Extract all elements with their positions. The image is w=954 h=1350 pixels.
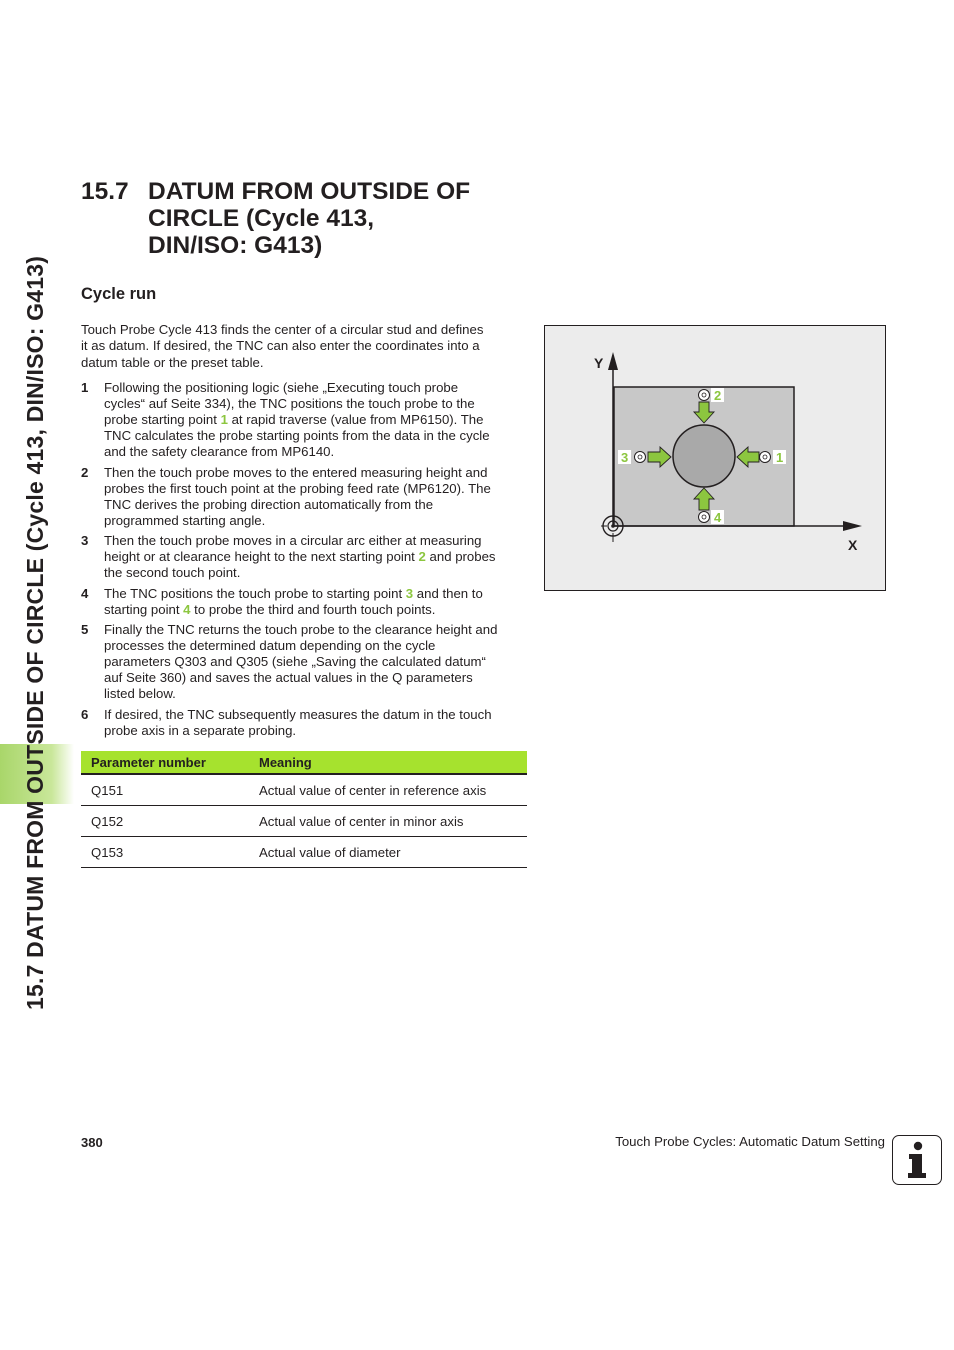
info-glyph: [893, 1136, 940, 1183]
point-label: 3: [621, 450, 629, 465]
step-item: [81, 707, 526, 739]
table-cell: Q152: [81, 806, 249, 837]
circular-stud: [673, 425, 735, 487]
step-item: [81, 380, 526, 460]
table-cell: Q153: [81, 837, 249, 868]
step-line: cycles“ auf Seite 334), the TNC positions the touch probe to the: [104, 396, 475, 411]
y-axis-label: Y: [594, 355, 604, 371]
intro-line: it as datum. If desired, the TNC can also enter the coordinates into a: [81, 338, 480, 354]
step-line: listed below.: [104, 686, 176, 702]
intro-paragraph: [81, 322, 526, 371]
step-number: 2: [81, 464, 89, 480]
step-line: Following the positioning logic (siehe „Executing touch probe: [104, 380, 459, 395]
point-reference: 4: [183, 601, 191, 617]
step-line: programmed starting angle.: [104, 512, 266, 528]
step-text: at rapid traverse (value from MP6150). The: [227, 412, 484, 427]
probe-point-icon: [635, 452, 646, 463]
table-cell: Actual value of center in minor axis: [249, 806, 527, 837]
step-text: and probes: [425, 549, 496, 565]
step-line: and the safety clearance from MP6140.: [104, 444, 335, 459]
parameter-table: [81, 751, 527, 868]
chapter-title: Touch Probe Cycles: Automatic Datum Setting: [615, 1134, 885, 1149]
x-axis-arrow-icon: [843, 521, 862, 531]
table-cell: Actual value of diameter: [249, 837, 527, 868]
table-row: [81, 774, 527, 806]
step-line: [104, 412, 526, 428]
intro-line: Touch Probe Cycle 413 finds the center of a circular stud and defines: [81, 322, 484, 337]
point-reference: 3: [405, 585, 414, 601]
table-cell: Actual value of center in reference axis: [249, 774, 527, 806]
point-reference: 1: [220, 412, 228, 427]
probe-point-icon: [699, 512, 710, 523]
step-line: [104, 549, 526, 565]
step-item: [81, 586, 526, 618]
step-text: The TNC positions the touch probe to starting point: [104, 585, 406, 601]
intro-line: datum table or the preset table.: [81, 354, 264, 370]
table-header-cell: Meaning: [249, 751, 527, 774]
step-line: [104, 602, 526, 618]
y-axis-arrow-icon: [608, 352, 618, 370]
step-line: parameters Q303 and Q305 (siehe „Saving the calculated datum“: [104, 654, 486, 670]
step-line: the second touch point.: [104, 565, 241, 581]
section-title-line: DATUM FROM OUTSIDE OF: [148, 178, 471, 205]
step-number: 6: [81, 706, 89, 722]
subheading: Cycle run: [81, 285, 157, 303]
table-header-row: [81, 751, 527, 774]
step-line: TNC derives the probing direction automatically from the: [104, 496, 434, 512]
step-text: and then to: [413, 585, 483, 601]
step-item: [81, 465, 526, 529]
step-line: Finally the TNC returns the touch probe to the clearance height and: [104, 622, 498, 638]
point-label: 1: [776, 450, 784, 465]
table-header-cell: Parameter number: [81, 751, 249, 774]
step-text: to probe the third and fourth touch points.: [190, 601, 436, 617]
point-label: 4: [714, 510, 722, 525]
step-line: [104, 586, 526, 602]
step-number: 3: [81, 533, 89, 549]
probe-point-icon: [699, 390, 710, 401]
step-line: If desired, the TNC subsequently measures the datum in the touch: [104, 706, 492, 722]
step-text: starting point: [104, 601, 184, 617]
page-number: 380: [81, 1135, 103, 1150]
table-row: [81, 837, 527, 868]
side-running-title: 15.7 DATUM FROM OUTSIDE OF CIRCLE (Cycle 413, DIN/ISO: G413): [22, 255, 48, 1010]
probe-point-icon: [760, 452, 771, 463]
step-list: [81, 380, 526, 744]
table-row: [81, 806, 527, 837]
step-number: 5: [81, 622, 89, 638]
step-line: auf Seite 360) and saves the actual values in the Q parameters: [104, 670, 473, 686]
cycle-diagram-svg: [545, 326, 885, 590]
step-number: 4: [81, 585, 89, 601]
section-title-line: DIN/ISO: G413): [148, 232, 323, 259]
table-cell: Q151: [81, 774, 249, 806]
section-title-line: CIRCLE (Cycle 413,: [148, 205, 375, 232]
step-line: probes the first touch point at the probing feed rate (MP6120). The: [104, 480, 491, 496]
step-line: Then the touch probe moves to the entered measuring height and: [104, 464, 488, 480]
step-line: probe axis in a separate probing.: [104, 722, 297, 738]
step-text: height or at clearance height to the next starting point: [104, 549, 419, 565]
step-item: [81, 533, 526, 581]
point-label: 2: [714, 388, 722, 403]
step-line: TNC calculates the probe starting points from the data in the cycle: [104, 428, 490, 443]
x-axis-label: X: [848, 537, 858, 553]
step-number: 1: [81, 380, 89, 395]
section-number: 15.7: [81, 178, 129, 205]
step-line: processes the determined datum depending on the cycle: [104, 638, 436, 654]
step-item: [81, 622, 526, 702]
point-reference: 2: [418, 549, 426, 565]
cycle-diagram: [544, 325, 886, 591]
section-title: [148, 178, 548, 259]
info-icon: [892, 1135, 942, 1185]
step-line: Then the touch probe moves in a circular arc either at measuring: [104, 533, 482, 549]
step-text: probe starting point: [104, 412, 221, 427]
